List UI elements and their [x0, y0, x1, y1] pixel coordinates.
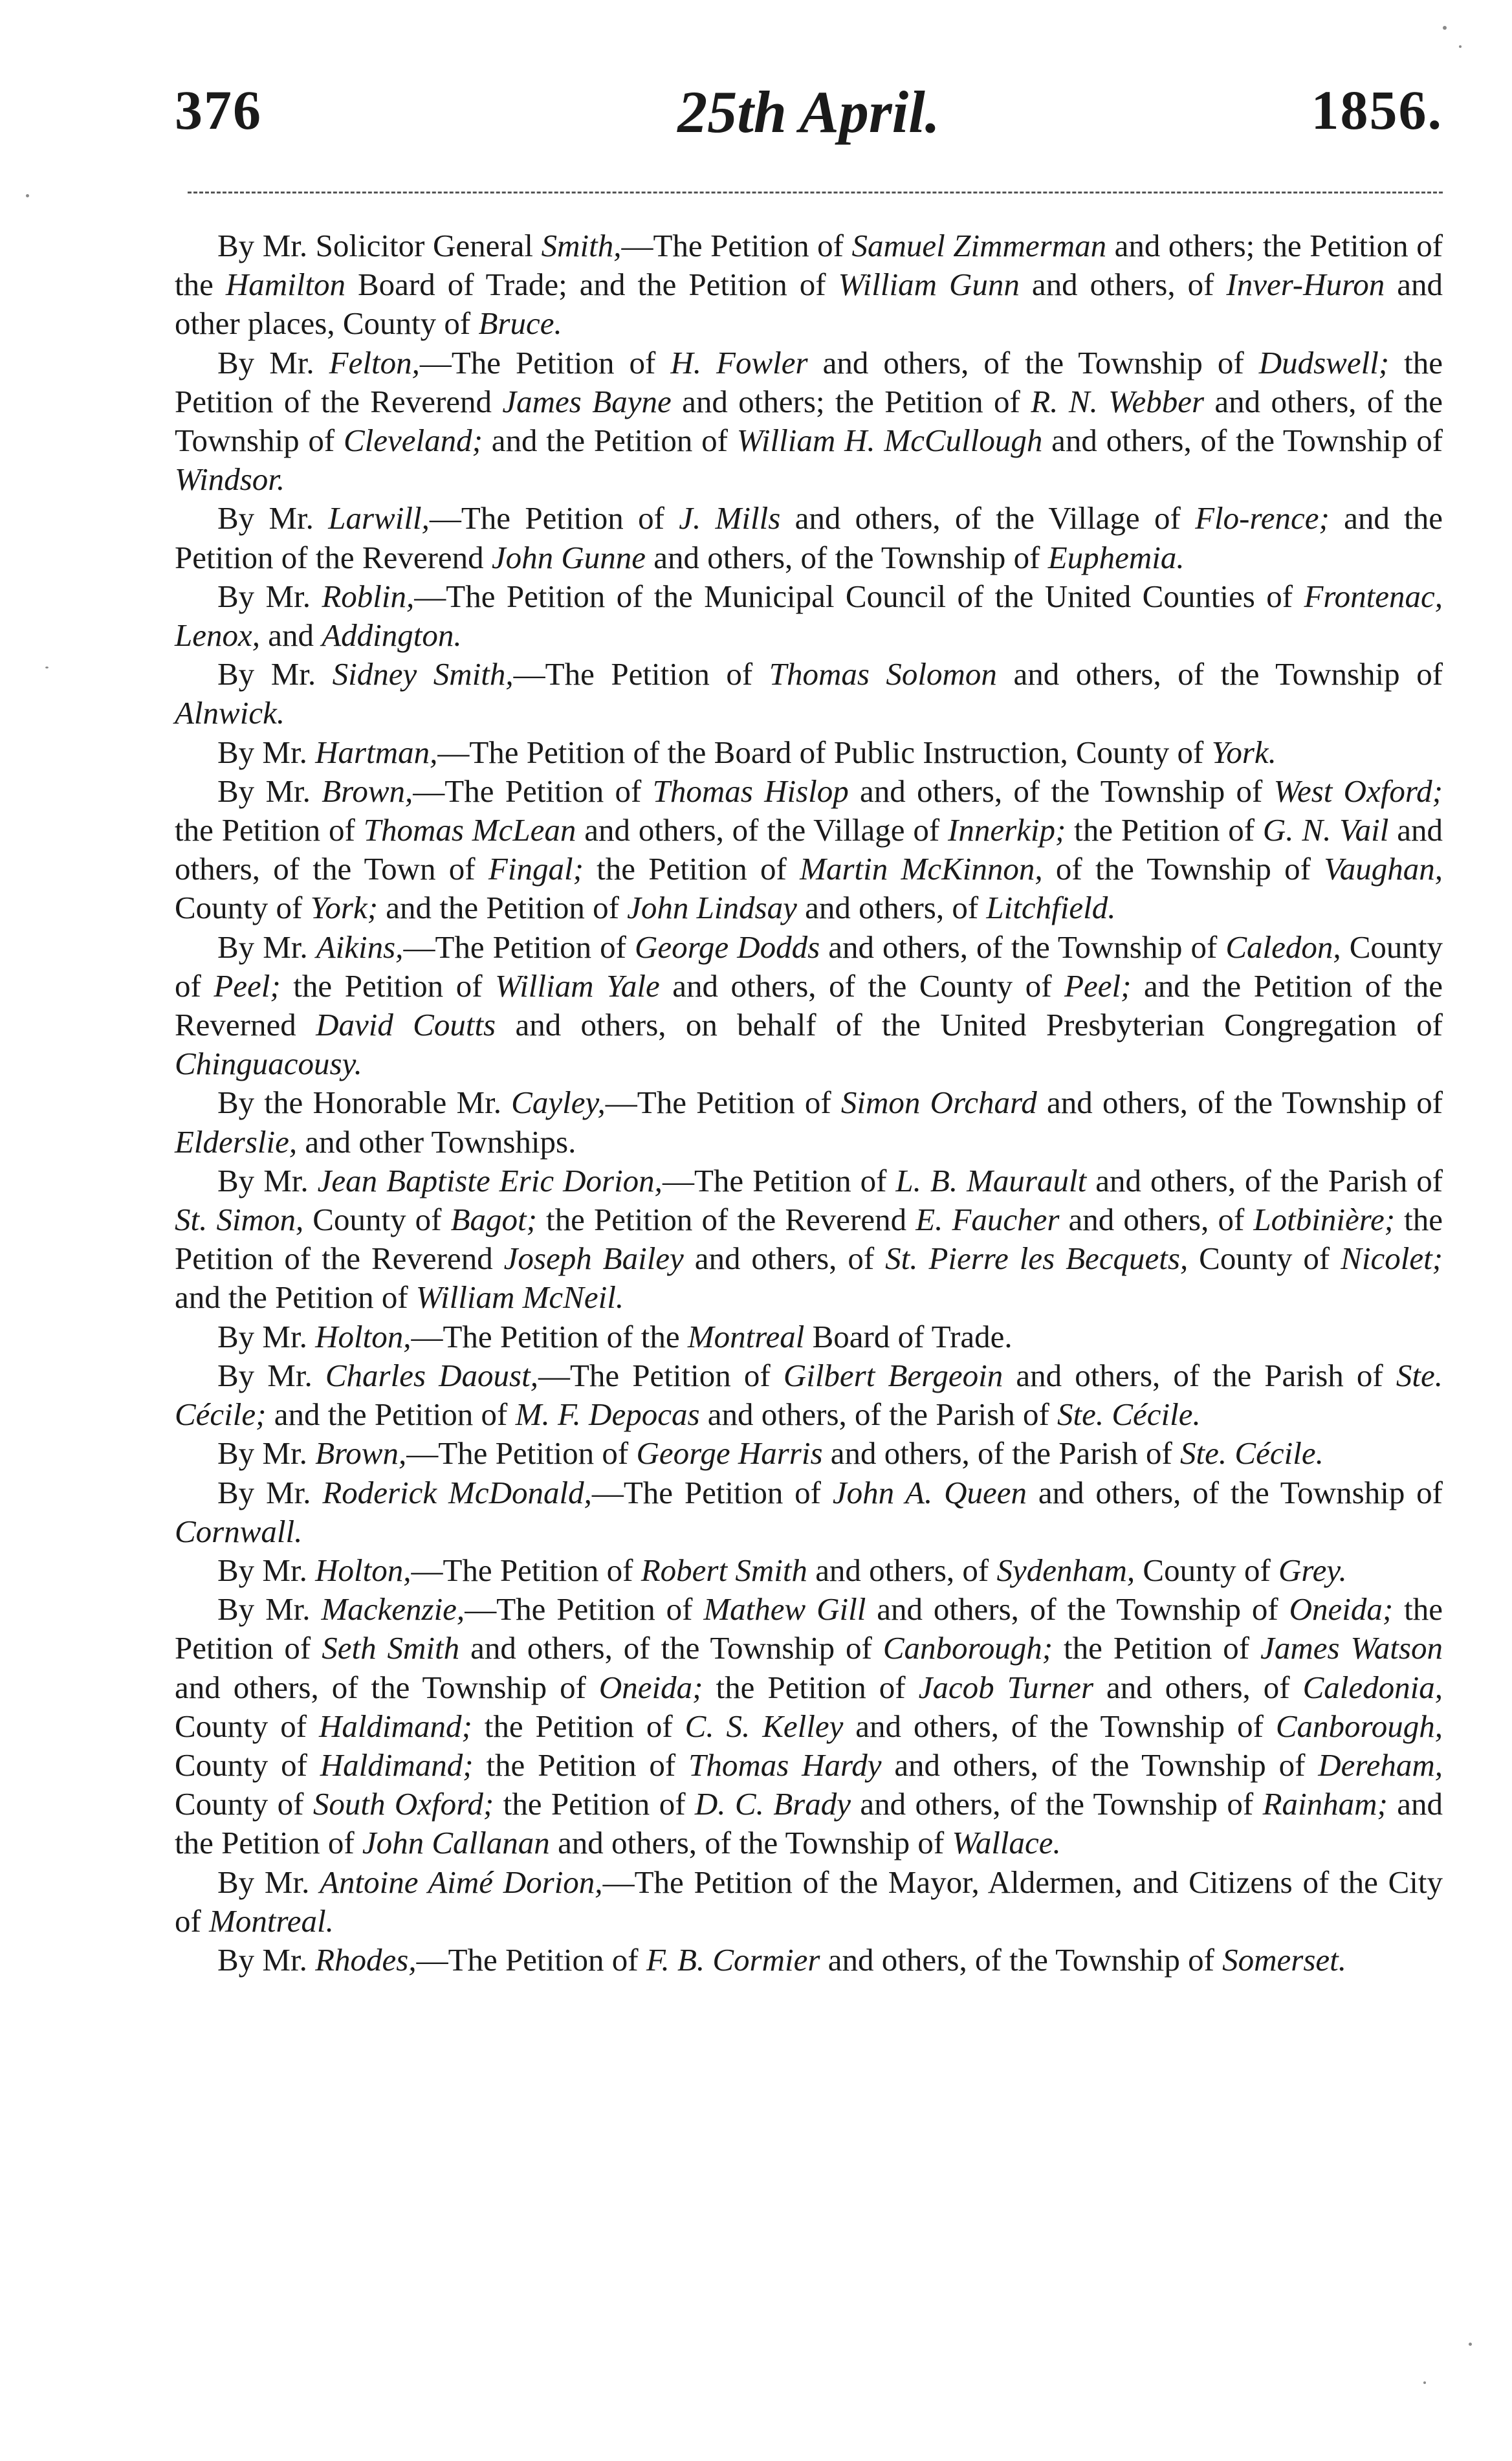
text-run: By Mr. — [217, 1162, 318, 1198]
italic-name: Canborough, — [1275, 1708, 1443, 1744]
text-run: the Petition of — [703, 1669, 919, 1705]
text-run: and others, of the Township of — [848, 773, 1274, 809]
italic-name: Thomas Solomon — [769, 656, 997, 692]
text-run: the Petition of — [583, 851, 800, 887]
text-run: the Petition of — [175, 812, 364, 848]
italic-name: Mackenzie, — [321, 1591, 465, 1628]
italic-name: Cornwall. — [175, 1513, 303, 1549]
italic-name: Elderslie, — [175, 1123, 298, 1160]
petition-paragraph — [175, 344, 1443, 500]
text-run: and others, of — [1019, 267, 1227, 303]
scan-speck — [26, 194, 29, 197]
petition-paragraph — [175, 733, 1443, 772]
italic-name: George Harris — [636, 1435, 823, 1472]
italic-name: St. Pierre les Becquets, — [885, 1241, 1189, 1277]
italic-name: Windsor. — [175, 461, 285, 498]
italic-name: H. Fowler — [670, 344, 808, 381]
text-run: By Mr. — [217, 773, 322, 809]
text-run: —The Petition of — [406, 1435, 637, 1472]
italic-name: St. Simon, — [175, 1202, 304, 1238]
petition-paragraph — [175, 1162, 1443, 1318]
scan-speck — [45, 667, 49, 668]
italic-name: Thomas McLean — [363, 812, 576, 848]
italic-name: Joseph Bailey — [503, 1241, 684, 1277]
italic-name: J. Mills — [679, 500, 781, 536]
text-run: and others; the Petition of — [671, 383, 1031, 419]
italic-name: Roblin, — [322, 578, 415, 614]
text-run: and others, of — [683, 1241, 886, 1277]
italic-name: James Watson — [1260, 1630, 1443, 1666]
text-run: and others, of the Township of — [549, 1825, 952, 1861]
italic-name: John Gunne — [491, 539, 646, 575]
text-run: and others, of the Township of — [881, 1747, 1319, 1783]
text-run: and others, of the Township of — [820, 1941, 1223, 1978]
text-run: and others, of the Township of — [175, 1669, 599, 1705]
text-run: and the Petition of — [175, 1279, 416, 1316]
italic-name: Roderick McDonald, — [322, 1474, 592, 1510]
italic-name: Haldimand; — [318, 1708, 472, 1744]
italic-name: Dudswell; — [1258, 344, 1390, 381]
italic-name: R. N. Webber — [1031, 383, 1205, 419]
text-run: and others, of — [796, 890, 987, 926]
italic-name: Thomas Hislop — [652, 773, 849, 809]
italic-name: Montreal. — [209, 1903, 334, 1939]
text-run: and the Petition of the Reverned — [175, 967, 1443, 1043]
petition-paragraph — [175, 226, 1443, 344]
italic-name: Addington. — [322, 617, 462, 654]
italic-name: G. N. Vail — [1262, 812, 1389, 848]
text-run: By Mr. — [217, 734, 316, 770]
text-run: and others, of the Township of — [175, 383, 1443, 459]
italic-name: Wallace. — [952, 1825, 1061, 1861]
text-run: and others, of the Township of — [1026, 1474, 1443, 1510]
italic-name: Somerset. — [1222, 1941, 1347, 1978]
text-run: By Mr. — [217, 1357, 325, 1393]
text-run: —The Petition of the Board of Public Instruction, County of — [437, 734, 1212, 770]
text-run: the Petition of — [175, 1591, 1443, 1666]
text-run: and others, of the County of — [659, 967, 1065, 1004]
text-run: By Mr. — [217, 1591, 322, 1628]
text-run: and others, on behalf of the United Presbyterian Congregation of — [496, 1007, 1443, 1043]
petition-paragraph — [175, 1356, 1443, 1434]
italic-name: Charles Daoust, — [325, 1357, 538, 1393]
text-run: and others, of the Township of — [843, 1708, 1276, 1744]
text-run: —The Petition of — [605, 1085, 841, 1121]
italic-name: Sydenham, — [996, 1552, 1135, 1588]
text-run: County of — [175, 929, 1443, 1004]
text-run: and others, of the Parish of — [1003, 1357, 1396, 1393]
text-run: and others; the Petition of the — [175, 228, 1443, 303]
italic-name: L. B. Maurault — [895, 1162, 1087, 1198]
text-run: By Mr. — [217, 1864, 320, 1900]
italic-name: Caledonia, — [1302, 1669, 1443, 1705]
petition-paragraph — [175, 577, 1443, 655]
text-run: County of — [175, 1708, 319, 1744]
text-run: and others, of the Town of — [175, 812, 1443, 887]
text-run: and others, of the Parish of — [822, 1435, 1181, 1472]
text-run: By Mr. — [217, 1941, 316, 1978]
text-run: of the Township of — [1042, 851, 1324, 887]
italic-name: F. B. Cormier — [646, 1941, 820, 1978]
italic-name: Simon Orchard — [840, 1085, 1037, 1121]
text-run: —The Petition of — [419, 344, 671, 381]
italic-name: Innerkip; — [948, 812, 1066, 848]
text-run: By Mr. Solicitor General — [217, 228, 542, 263]
text-run: the Petition of — [1053, 1630, 1261, 1666]
text-run: County of — [1135, 1552, 1279, 1588]
italic-name: Bruce. — [478, 305, 562, 342]
text-run: —The Petition of — [538, 1357, 783, 1393]
text-run: By Mr. — [217, 1435, 316, 1472]
text-run: and others, of the Township of — [1042, 423, 1443, 459]
text-run: and others, of the Township of — [996, 656, 1443, 692]
italic-name: Haldimand; — [320, 1747, 474, 1783]
text-run: County of — [175, 1786, 313, 1822]
italic-name: Alnwick. — [175, 695, 285, 731]
text-run: and others, of the Township of — [1036, 1085, 1443, 1121]
italic-name: Euphemia. — [1047, 539, 1185, 575]
text-run: —The Petition of — [591, 1474, 833, 1510]
text-run: By Mr. — [217, 1474, 323, 1510]
text-run: the Petition of — [473, 1747, 689, 1783]
text-run: —The Petition of the Municipal Council of the United Counties of — [414, 578, 1304, 614]
text-run: and others, of the Township of — [646, 539, 1048, 575]
italic-name: York. — [1211, 734, 1276, 770]
text-run: By Mr. — [217, 929, 316, 965]
italic-name: William Yale — [495, 967, 660, 1004]
italic-name: C. S. Kelley — [685, 1708, 844, 1744]
italic-name: George Dodds — [635, 929, 820, 965]
text-run: the Petition of — [472, 1708, 685, 1744]
text-run: the Petition of the Reverend — [175, 344, 1443, 419]
italic-name: William H. McCullough — [736, 423, 1043, 459]
italic-name: Hartman, — [315, 734, 438, 770]
scan-speck — [1469, 2343, 1472, 2346]
text-run: and others, of the Township of — [866, 1591, 1289, 1628]
text-run: and others, of — [807, 1552, 997, 1588]
petition-paragraph — [175, 1473, 1443, 1551]
text-run: and others, of the Village of — [576, 812, 948, 848]
text-run: and others, of the Parish of — [699, 1396, 1058, 1433]
italic-name: Martin McKinnon, — [800, 851, 1043, 887]
petition-paragraph — [175, 1863, 1443, 1941]
italic-name: James Bayne — [502, 383, 672, 419]
scan-speck — [1423, 2381, 1426, 2384]
italic-name: Rhodes, — [315, 1941, 417, 1978]
italic-name: William McNeil. — [415, 1279, 624, 1316]
page-header — [175, 78, 1443, 149]
text-run: and others, of the Parish of — [1086, 1162, 1443, 1198]
text-run: —The Petition of — [662, 1162, 896, 1198]
text-run: —The Petition of — [513, 656, 769, 692]
text-run: the Petition of — [494, 1786, 695, 1822]
italic-name: Gilbert Bergeoin — [783, 1357, 1003, 1393]
italic-name: Ste. Cécile. — [1057, 1396, 1201, 1433]
italic-name: Grey. — [1278, 1552, 1347, 1588]
italic-name: York; — [310, 890, 378, 926]
text-run: the Petition of — [280, 967, 496, 1004]
text-run: —The Petition of — [465, 1591, 704, 1628]
running-title: 25th April. — [677, 79, 940, 145]
italic-name: Cleveland; — [343, 423, 483, 459]
text-run: and others, of — [1059, 1202, 1254, 1238]
text-run: Board of Trade; and the Petition of — [345, 267, 838, 303]
petition-paragraph — [175, 1551, 1443, 1590]
text-run: —The Petition of — [411, 1552, 641, 1588]
text-run: By Mr. — [217, 344, 329, 381]
text-run: County of — [1188, 1241, 1341, 1277]
text-run: By Mr. — [217, 578, 322, 614]
text-run: and — [260, 617, 322, 654]
scan-speck — [1443, 26, 1447, 30]
italic-name: Mathew Gill — [703, 1591, 866, 1628]
italic-name: Lotbinière; — [1253, 1202, 1396, 1238]
text-run: and other places, County of — [175, 267, 1443, 342]
text-run: By the Honorable Mr. — [217, 1085, 512, 1121]
text-run: County of — [175, 890, 311, 926]
italic-name: Smith, — [541, 228, 622, 263]
text-run: —The Petition of the — [411, 1318, 688, 1354]
italic-name: Holton, — [315, 1552, 411, 1588]
text-run: County of — [303, 1202, 451, 1238]
italic-name: Aikins, — [316, 929, 404, 965]
italic-name: Robert Smith — [641, 1552, 807, 1588]
italic-name: Frontenac, Lenox, — [175, 578, 1443, 654]
text-run: and the Petition of — [378, 890, 628, 926]
text-run: —The Petition of the Mayor, Aldermen, and Citizens of the City of — [175, 1864, 1443, 1939]
italic-name: John Callanan — [362, 1825, 550, 1861]
italic-name: Brown, — [315, 1435, 407, 1472]
italic-name: Sidney Smith, — [332, 656, 514, 692]
italic-name: Peel; — [1064, 967, 1132, 1004]
italic-name: Seth Smith — [322, 1630, 460, 1666]
text-run: and the Petition of — [482, 423, 737, 459]
italic-name: Dereham, — [1318, 1747, 1443, 1783]
header-rule — [188, 192, 1443, 193]
text-run: and others, of the Township of — [820, 929, 1226, 965]
text-run: By Mr. — [217, 1552, 316, 1588]
petition-paragraph — [175, 1941, 1443, 1980]
italic-name: Brown, — [322, 773, 413, 809]
text-run: and others, of the Township of — [850, 1786, 1263, 1822]
italic-name: Jacob Turner — [918, 1669, 1094, 1705]
italic-name: Jean Baptiste Eric Dorion, — [317, 1162, 663, 1198]
text-run: the Petition of — [1066, 812, 1263, 848]
italic-name: Oneida; — [598, 1669, 703, 1705]
italic-name: Rainham; — [1262, 1786, 1388, 1822]
text-run: County of — [175, 1747, 320, 1783]
petition-paragraph — [175, 655, 1443, 733]
italic-name: West Oxford; — [1273, 773, 1443, 809]
italic-name: Nicolet; — [1341, 1241, 1443, 1277]
italic-name: Felton, — [329, 344, 420, 381]
text-run: and others, of — [1093, 1669, 1303, 1705]
text-run: —The Petition of — [403, 929, 635, 965]
petition-paragraph — [175, 1434, 1443, 1473]
italic-name: Larwill, — [328, 500, 430, 536]
text-run: and the Petition of — [175, 1786, 1443, 1861]
italic-name: Caledon, — [1225, 929, 1341, 965]
page-number: 376 — [175, 79, 262, 141]
italic-name: Oneida; — [1289, 1591, 1394, 1628]
header-year: 1856. — [1311, 79, 1443, 141]
italic-name: Montreal — [687, 1318, 805, 1354]
text-run: By Mr. — [217, 500, 329, 536]
italic-name: Chinguacousy. — [175, 1046, 362, 1082]
text-run: —The Petition of — [621, 228, 852, 263]
petition-paragraph — [175, 1318, 1443, 1356]
italic-name: Vaughan, — [1324, 851, 1443, 887]
italic-name: Inver-Huron — [1226, 267, 1385, 303]
text-run: and others, of the Village of — [780, 500, 1196, 536]
italic-name: Fingal; — [488, 851, 584, 887]
text-run: the Petition of the Reverend — [175, 1202, 1443, 1277]
text-run: and other Townships. — [297, 1123, 576, 1160]
italic-name: David Coutts — [316, 1007, 496, 1043]
italic-name: Cayley, — [511, 1085, 606, 1121]
text-run: the Petition of the Reverend — [536, 1202, 916, 1238]
italic-name: Antoine Aimé Dorion, — [320, 1864, 603, 1900]
italic-name: Holton, — [315, 1318, 411, 1354]
text-run: —The Petition of — [429, 500, 679, 536]
italic-name: Ste. Cécile; — [175, 1357, 1443, 1433]
italic-name: Canborough; — [882, 1630, 1053, 1666]
italic-name: E. Faucher — [915, 1202, 1060, 1238]
text-run: and others, of the Township of — [459, 1630, 883, 1666]
italic-name: William Gunn — [838, 267, 1020, 303]
italic-name: Flo-rence; — [1195, 500, 1330, 536]
italic-name: John A. Queen — [832, 1474, 1027, 1510]
petitions-text — [175, 226, 1443, 1980]
text-run: and the Petition of — [266, 1396, 516, 1433]
italic-name: Samuel Zimmerman — [851, 228, 1107, 263]
petition-paragraph — [175, 928, 1443, 1084]
petition-paragraph — [175, 1590, 1443, 1862]
text-run: and the Petition of the Reverend — [175, 500, 1443, 575]
italic-name: Bagot; — [450, 1202, 537, 1238]
text-run: By Mr. — [217, 656, 333, 692]
italic-name: M. F. Depocas — [515, 1396, 700, 1433]
italic-name: Litchfield. — [986, 890, 1116, 926]
italic-name: Hamilton — [225, 267, 345, 303]
italic-name: D. C. Brady — [694, 1786, 851, 1822]
italic-name: Thomas Hardy — [688, 1747, 882, 1783]
petition-paragraph — [175, 499, 1443, 577]
italic-name: John Lindsay — [627, 890, 797, 926]
text-run: By Mr. — [217, 1318, 316, 1354]
text-run: —The Petition of — [416, 1941, 646, 1978]
text-run: Board of Trade. — [804, 1318, 1013, 1354]
text-run: and others, of the Township of — [807, 344, 1259, 381]
text-run: —The Petition of — [413, 773, 653, 809]
petition-paragraph — [175, 1083, 1443, 1161]
italic-name: South Oxford; — [312, 1786, 494, 1822]
italic-name: Peel; — [214, 967, 281, 1004]
petition-paragraph — [175, 772, 1443, 928]
italic-name: Ste. Cécile. — [1180, 1435, 1324, 1472]
scan-speck — [1459, 45, 1462, 48]
